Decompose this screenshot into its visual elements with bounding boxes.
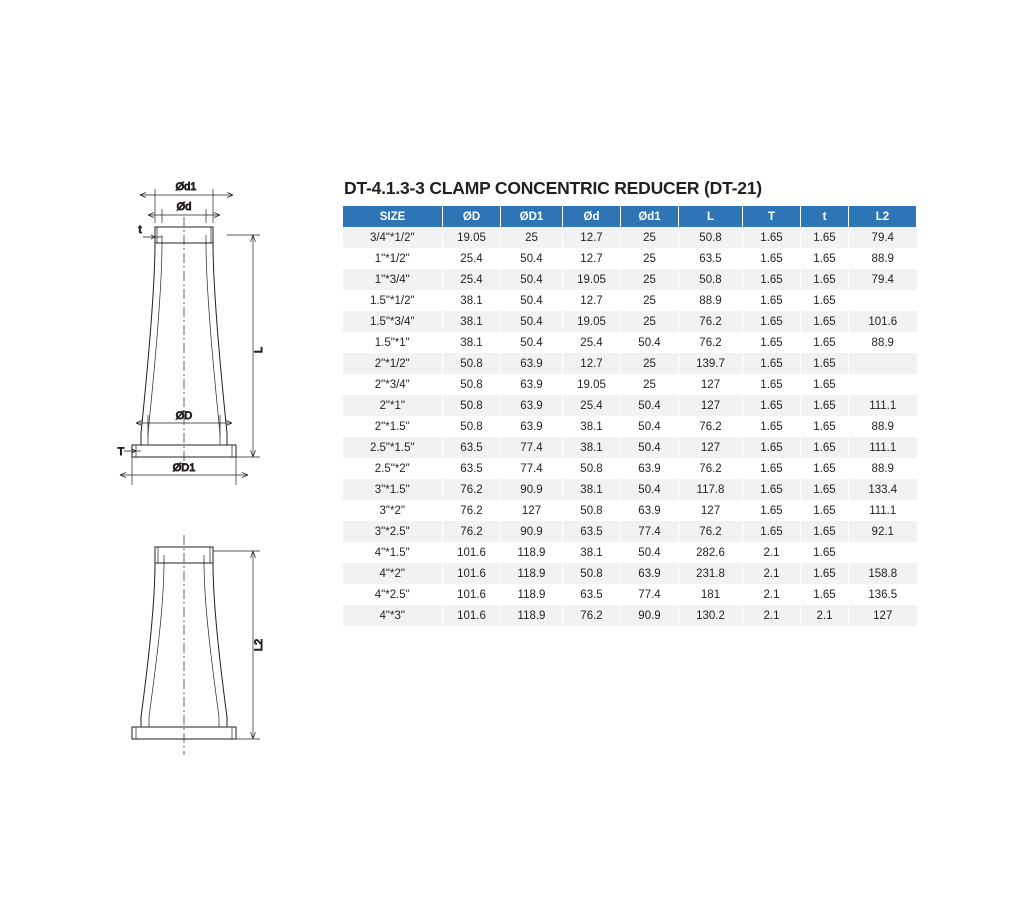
cell-value: 118.9 [501,584,563,605]
cell-size: 2.5"*1.5" [343,437,443,458]
cell-size: 3/4"*1/2" [343,227,443,248]
cell-size: 2"*1" [343,395,443,416]
cell-value: 25.4 [443,269,501,290]
cell-value: 76.2 [679,458,743,479]
column-header-l: L [679,206,743,227]
cell-value: 19.05 [443,227,501,248]
cell-size: 3"*2.5" [343,521,443,542]
label-d1: Ød1 [175,181,197,193]
cell-value: 19.05 [563,311,621,332]
cell-value: 76.2 [443,521,501,542]
table-body [343,227,917,626]
cell-value: 25 [621,290,679,311]
cell-value: 63.5 [563,584,621,605]
cell-size: 1"*1/2" [343,248,443,269]
cell-value: 1.65 [743,290,801,311]
cell-value: 63.9 [501,416,563,437]
cell-value: 50.4 [501,290,563,311]
cell-value: 90.9 [501,521,563,542]
cell-value: 63.9 [621,563,679,584]
cell-value: 25.4 [443,248,501,269]
cell-value: 25.4 [563,332,621,353]
column-header-size: SIZE [343,206,443,227]
cell-value: 50.4 [621,479,679,500]
cell-value: 1.65 [743,311,801,332]
cell-value: 1.65 [801,479,849,500]
cell-value: 1.65 [801,290,849,311]
cell-value: 117.8 [679,479,743,500]
cell-value: 2.1 [743,563,801,584]
cell-value: 63.5 [563,521,621,542]
cell-value: 19.05 [563,374,621,395]
cell-value: 1.65 [743,458,801,479]
cell-size: 4"*2.5" [343,584,443,605]
cell-value: 79.4 [849,227,917,248]
page-title: DT-4.1.3-3 CLAMP CONCENTRIC REDUCER (DT-21) [344,178,762,198]
column-header-d1: Ød1 [621,206,679,227]
table-row [343,500,917,521]
table-row [343,542,917,563]
cell-value: 1.65 [743,437,801,458]
cell-value: 12.7 [563,227,621,248]
cell-value: 38.1 [563,416,621,437]
cell-value: 118.9 [501,605,563,626]
cell-size: 2.5"*2" [343,458,443,479]
column-header-od1: ØD1 [501,206,563,227]
cell-value: 1.65 [801,227,849,248]
cell-value: 76.2 [679,311,743,332]
label-d: Ød [176,201,192,213]
cell-value: 88.9 [849,416,917,437]
cell-value: 2.1 [743,584,801,605]
label-D1: ØD1 [172,462,196,474]
cell-value: 1.65 [743,269,801,290]
cell-value: 181 [679,584,743,605]
cell-value: 50.4 [621,542,679,563]
cell-value: 63.5 [443,458,501,479]
cell-value: 101.6 [443,605,501,626]
cell-value: 136.5 [849,584,917,605]
column-header-t-upper: T [743,206,801,227]
cell-value: 63.5 [443,437,501,458]
cell-value: 19.05 [563,269,621,290]
cell-value [849,290,917,311]
cell-size: 3"*1.5" [343,479,443,500]
cell-value: 127 [501,500,563,521]
cell-value: 90.9 [621,605,679,626]
table-row [343,458,917,479]
table-row [343,563,917,584]
cell-value: 1.65 [743,374,801,395]
cell-value: 1.65 [743,416,801,437]
cell-value: 88.9 [849,332,917,353]
cell-value: 1.65 [801,332,849,353]
cell-value: 79.4 [849,269,917,290]
table-row [343,437,917,458]
specification-table [342,206,917,626]
cell-value: 1.65 [801,395,849,416]
cell-value: 12.7 [563,353,621,374]
cell-value: 50.8 [563,563,621,584]
cell-value: 50.4 [501,248,563,269]
cell-size: 2"*1.5" [343,416,443,437]
table-row [343,605,917,626]
cell-value: 12.7 [563,290,621,311]
cell-value: 25 [621,311,679,332]
cell-value: 50.4 [501,269,563,290]
label-L2: L2 [253,638,265,652]
label-L: L [253,346,265,354]
table-row [343,332,917,353]
cell-value: 1.65 [743,521,801,542]
cell-value: 118.9 [501,563,563,584]
column-header-t-lower: t [801,206,849,227]
cell-value: 1.65 [801,584,849,605]
cell-value: 127 [679,500,743,521]
cell-value: 50.8 [679,269,743,290]
cell-value: 1.65 [801,521,849,542]
cell-value: 127 [679,395,743,416]
cell-value: 2.1 [743,605,801,626]
cell-value: 101.6 [443,584,501,605]
cell-value: 77.4 [501,437,563,458]
cell-value: 63.9 [501,395,563,416]
cell-value: 1.65 [801,563,849,584]
cell-value: 50.8 [563,458,621,479]
cell-value: 38.1 [443,332,501,353]
cell-value: 127 [679,374,743,395]
cell-value: 2.1 [801,605,849,626]
label-t-top: t [138,224,142,236]
cell-value: 76.2 [443,500,501,521]
column-header-l2: L2 [849,206,917,227]
table-row [343,479,917,500]
cell-value: 76.2 [563,605,621,626]
cell-size: 1.5"*3/4" [343,311,443,332]
cell-value: 77.4 [501,458,563,479]
cell-value: 101.6 [849,311,917,332]
cell-value: 139.7 [679,353,743,374]
cell-value: 282.6 [679,542,743,563]
technical-drawing [110,165,320,765]
cell-size: 1.5"*1" [343,332,443,353]
cell-size: 3"*2" [343,500,443,521]
cell-value: 77.4 [621,521,679,542]
cell-value: 1.65 [743,479,801,500]
cell-value: 63.5 [679,248,743,269]
label-T: T [117,446,125,458]
cell-value: 50.4 [621,332,679,353]
cell-size: 1"*3/4" [343,269,443,290]
cell-size: 1.5"*1/2" [343,290,443,311]
cell-value: 88.9 [849,248,917,269]
reducer-drawing-svg [110,165,320,765]
table-row [343,290,917,311]
table-row [343,353,917,374]
cell-size: 2"*1/2" [343,353,443,374]
cell-value: 25 [621,269,679,290]
table-row [343,374,917,395]
cell-value: 76.2 [443,479,501,500]
cell-value: 25 [621,374,679,395]
cell-value: 1.65 [743,500,801,521]
cell-value: 127 [679,437,743,458]
cell-value: 25 [621,353,679,374]
cell-value: 25 [621,248,679,269]
cell-value: 231.8 [679,563,743,584]
cell-value: 1.65 [801,311,849,332]
column-header-od: ØD [443,206,501,227]
cell-value: 1.65 [743,353,801,374]
cell-value: 50.8 [563,500,621,521]
cell-value: 25 [621,227,679,248]
column-header-d: Ød [563,206,621,227]
cell-value [849,374,917,395]
cell-value [849,542,917,563]
table-row [343,395,917,416]
cell-value: 1.65 [801,458,849,479]
cell-value: 76.2 [679,416,743,437]
cell-value: 1.65 [801,500,849,521]
cell-value: 50.8 [679,227,743,248]
cell-value: 130.2 [679,605,743,626]
table-row [343,269,917,290]
bottom-view-outline [132,535,236,755]
cell-value: 1.65 [743,332,801,353]
table-header-row [343,206,917,227]
cell-value: 63.9 [501,374,563,395]
cell-value: 90.9 [501,479,563,500]
cell-value: 38.1 [563,437,621,458]
cell-value: 77.4 [621,584,679,605]
table-row [343,248,917,269]
cell-value: 12.7 [563,248,621,269]
cell-size: 4"*3" [343,605,443,626]
cell-value: 1.65 [801,416,849,437]
cell-value: 1.65 [801,374,849,395]
top-view-outline [132,217,236,467]
cell-value: 50.4 [621,437,679,458]
cell-value: 92.1 [849,521,917,542]
cell-value [849,353,917,374]
table-row [343,416,917,437]
cell-value: 25 [501,227,563,248]
cell-value: 118.9 [501,542,563,563]
cell-value: 1.65 [801,353,849,374]
cell-value: 38.1 [443,311,501,332]
cell-value: 50.4 [621,395,679,416]
cell-value: 1.65 [743,248,801,269]
cell-value: 1.65 [743,227,801,248]
cell-value: 1.65 [801,542,849,563]
cell-value: 63.9 [621,458,679,479]
cell-value: 127 [849,605,917,626]
cell-value: 101.6 [443,563,501,584]
cell-value: 1.65 [743,395,801,416]
cell-value: 1.65 [801,248,849,269]
cell-value: 111.1 [849,500,917,521]
cell-value: 38.1 [563,479,621,500]
cell-value: 88.9 [679,290,743,311]
cell-value: 1.65 [801,437,849,458]
cell-value: 25.4 [563,395,621,416]
cell-size: 4"*1.5" [343,542,443,563]
cell-value: 111.1 [849,437,917,458]
cell-size: 2"*3/4" [343,374,443,395]
table-row [343,584,917,605]
spec-table-area [342,178,898,626]
cell-value: 50.4 [501,332,563,353]
table-row [343,521,917,542]
cell-value: 50.8 [443,395,501,416]
cell-value: 38.1 [443,290,501,311]
cell-value: 63.9 [621,500,679,521]
cell-value: 76.2 [679,332,743,353]
table-row [343,311,917,332]
cell-value: 111.1 [849,395,917,416]
table-row [343,227,917,248]
cell-value: 133.4 [849,479,917,500]
cell-value: 88.9 [849,458,917,479]
cell-value: 158.8 [849,563,917,584]
cell-value: 63.9 [501,353,563,374]
cell-value: 50.4 [621,416,679,437]
cell-value: 50.8 [443,416,501,437]
cell-value: 50.8 [443,353,501,374]
cell-value: 101.6 [443,542,501,563]
cell-value: 2.1 [743,542,801,563]
label-D: ØD [175,410,193,422]
cell-value: 38.1 [563,542,621,563]
cell-size: 4"*2" [343,563,443,584]
cell-value: 50.4 [501,311,563,332]
cell-value: 50.8 [443,374,501,395]
cell-value: 76.2 [679,521,743,542]
cell-value: 1.65 [801,269,849,290]
